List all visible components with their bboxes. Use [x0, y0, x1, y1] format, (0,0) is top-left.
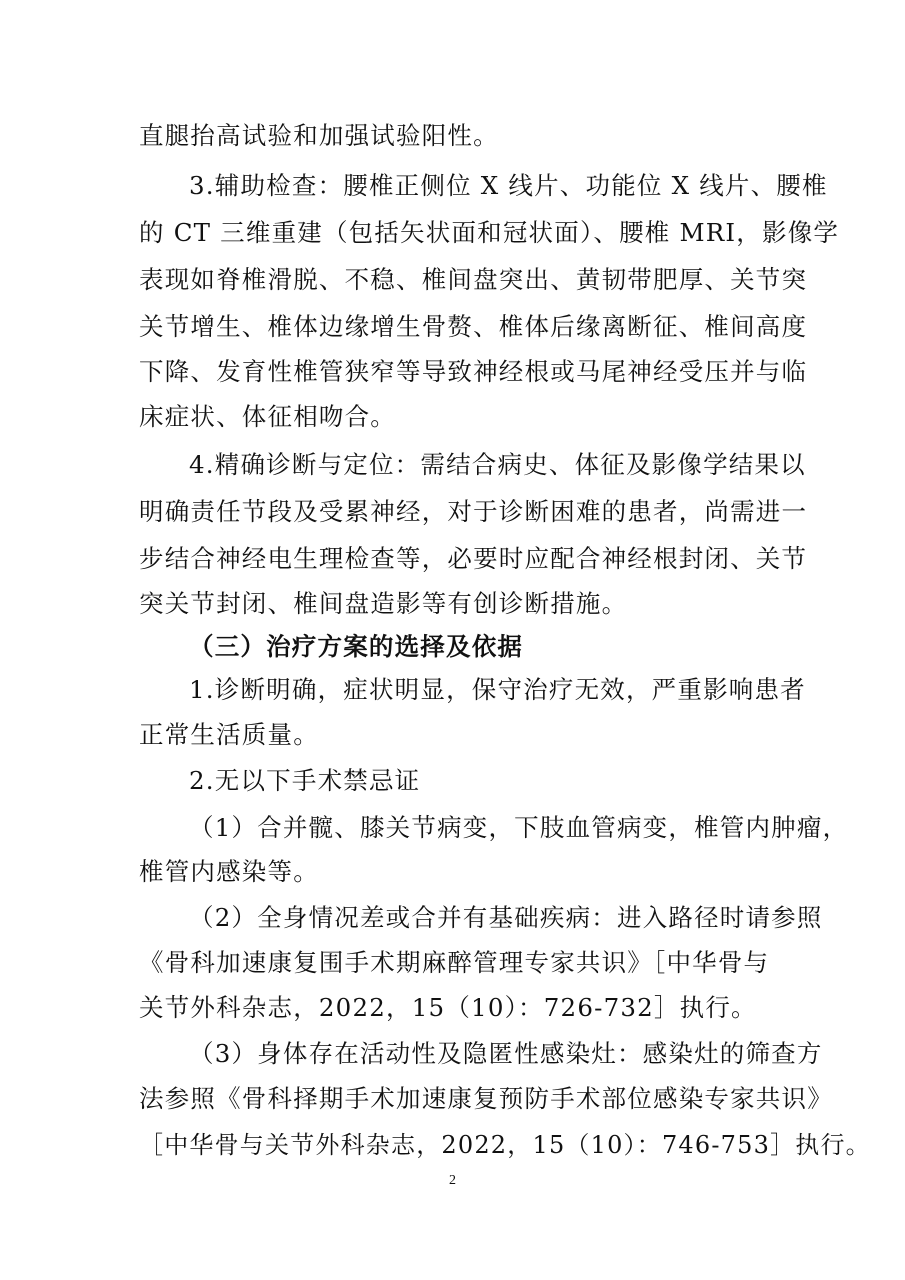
- text-line: （2）全身情况差或合并有基础疾病：进入路径时请参照: [189, 903, 823, 932]
- text-line: 《骨科加速康复围手术期麻醉管理专家共识》［中华骨与: [139, 948, 770, 977]
- section-heading: （三）治疗方案的选择及依据: [189, 632, 524, 661]
- text-line: 4.精确诊断与定位：需结合病史、体征及影像学结果以: [189, 450, 806, 479]
- text-line: 床症状、体征相吻合。: [139, 402, 396, 431]
- text-line: 关节增生、椎体边缘增生骨赘、椎体后缘离断征、椎间高度: [139, 312, 808, 341]
- text-line: 法参照《骨科择期手术加速康复预防手术部位感染专家共识》: [139, 1084, 833, 1113]
- text-line: 3.辅助检查：腰椎正侧位 X 线片、功能位 X 线片、腰椎: [189, 171, 828, 200]
- text-line: 2.无以下手术禁忌证: [189, 766, 421, 795]
- page-number: 2: [449, 1173, 456, 1188]
- text-line: 椎管内感染等。: [139, 857, 319, 886]
- text-line: （1）合并髋、膝关节病变，下肢血管病变，椎管内肿瘤，: [189, 813, 849, 842]
- text-line: 步结合神经电生理检查等，必要时应配合神经根封闭、关节: [139, 544, 808, 573]
- text-line: 直腿抬高试验和加强试验阳性。: [139, 121, 499, 150]
- text-line: 1.诊断明确，症状明显，保守治疗无效，严重影响患者: [189, 675, 806, 704]
- text-line: 下降、发育性椎管狭窄等导致神经根或马尾神经受压并与临: [139, 357, 808, 386]
- text-line: 明确责任节段及受累神经，对于诊断困难的患者，尚需进一: [139, 497, 808, 526]
- text-line: 正常生活质量。: [139, 720, 319, 749]
- text-line: ［中华骨与关节外科杂志，2022，15（10）：746-753］执行。: [139, 1131, 871, 1159]
- text-line: 的 CT 三维重建（包括矢状面和冠状面）、腰椎 MRI，影像学: [139, 218, 840, 247]
- text-line: 突关节封闭、椎间盘造影等有创诊断措施。: [139, 589, 628, 618]
- text-line: 表现如脊椎滑脱、不稳、椎间盘突出、黄韧带肥厚、关节突: [139, 265, 808, 294]
- text-line: 关节外科杂志，2022，15（10）：726-732］执行。: [139, 993, 757, 1022]
- text-line: （3）身体存在活动性及隐匿性感染灶：感染灶的筛查方: [189, 1039, 823, 1068]
